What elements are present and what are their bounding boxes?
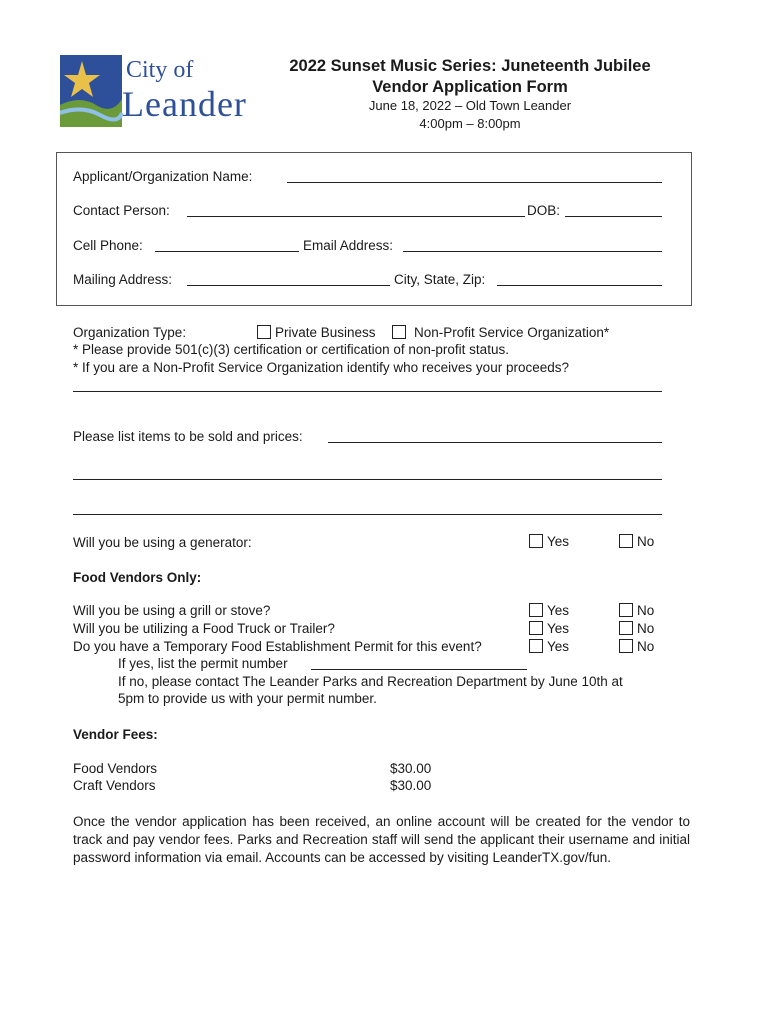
page-title: 2022 Sunset Music Series: Juneteenth Jubilee Vendor Application Form — [289, 57, 651, 96]
logo-text-cityof: City of — [126, 57, 194, 83]
contact-person-field[interactable] — [187, 202, 525, 217]
private-business-label: Private Business — [275, 325, 376, 340]
org-type-label: Organization Type: — [73, 325, 187, 340]
event-date-location: June 18, 2022 – Old Town Leander — [368, 98, 572, 113]
dob-label: DOB: — [527, 203, 561, 218]
city-state-zip-label: City, State, Zip: — [394, 272, 486, 287]
city-logo — [60, 55, 250, 130]
nonprofit-checkbox[interactable] — [392, 325, 406, 339]
permit-contact-note-1: If no, please contact The Leander Parks and Recreation Department by June 10th at — [118, 674, 623, 689]
generator-yes-label: Yes — [547, 534, 570, 549]
generator-no-label: No — [637, 534, 655, 549]
generator-question: Will you be using a generator: — [73, 535, 252, 550]
grill-no-checkbox[interactable] — [619, 603, 633, 617]
generator-no-checkbox[interactable] — [619, 534, 633, 548]
email-label: Email Address: — [303, 238, 394, 253]
dob-field[interactable] — [565, 202, 662, 217]
private-business-checkbox[interactable] — [257, 325, 271, 339]
fee-row-label: Food Vendors — [73, 761, 158, 776]
permit-no-label: No — [637, 639, 655, 654]
items-field-1[interactable] — [328, 428, 662, 443]
fee-row-amount: $30.00 — [390, 778, 432, 793]
nonprofit-note-2: * If you are a Non-Profit Service Organization identify who receives your proceeds? — [73, 360, 569, 375]
mailing-address-label: Mailing Address: — [73, 272, 173, 287]
grill-yes-checkbox[interactable] — [529, 603, 543, 617]
permit-yes-checkbox[interactable] — [529, 639, 543, 653]
food-truck-no-checkbox[interactable] — [619, 621, 633, 635]
email-field[interactable] — [403, 237, 662, 252]
permit-contact-note-2: 5pm to provide us with your permit number. — [118, 691, 377, 706]
nonprofit-label: Non-Profit Service Organization* — [414, 325, 610, 340]
permit-yes-label: Yes — [547, 639, 570, 654]
cell-phone-field[interactable] — [155, 237, 299, 252]
food-truck-question: Will you be utilizing a Food Truck or Trailer? — [73, 621, 335, 636]
fee-row-label: Craft Vendors — [73, 778, 156, 793]
logo-emblem-icon — [60, 55, 124, 127]
org-name-label: Applicant/Organization Name: — [73, 169, 253, 184]
mailing-address-field[interactable] — [187, 271, 390, 286]
generator-yes-checkbox[interactable] — [529, 534, 543, 548]
grill-no-label: No — [637, 603, 655, 618]
food-truck-yes-checkbox[interactable] — [529, 621, 543, 635]
org-name-field[interactable] — [287, 168, 662, 183]
food-vendors-heading: Food Vendors Only: — [73, 570, 202, 585]
fee-row-amount: $30.00 — [390, 761, 432, 776]
event-time: 4:00pm – 8:00pm — [419, 116, 521, 131]
items-field-3[interactable] — [73, 500, 662, 515]
food-truck-no-label: No — [637, 621, 655, 636]
city-state-zip-field[interactable] — [497, 271, 662, 286]
nonprofit-note-1: * Please provide 501(c)(3) certification or certification of non-profit status. — [73, 342, 509, 357]
contact-person-label: Contact Person: — [73, 203, 170, 218]
grill-question: Will you be using a grill or stove? — [73, 603, 271, 618]
vendor-fees-heading: Vendor Fees: — [73, 727, 158, 742]
closing-paragraph: Once the vendor application has been received, an online account will be created for the vendor to track and pay vendor fees. Parks and Recreation staff will send the applicant their username and initial password information via email. Accounts can be accessed by visiting LeanderTX.gov/fun. — [73, 814, 690, 865]
logo-text-leander: Leander — [122, 84, 247, 124]
permit-number-field[interactable] — [311, 655, 527, 670]
food-truck-yes-label: Yes — [547, 621, 570, 636]
permit-number-label: If yes, list the permit number — [118, 656, 288, 671]
grill-yes-label: Yes — [547, 603, 570, 618]
permit-no-checkbox[interactable] — [619, 639, 633, 653]
cell-phone-label: Cell Phone: — [73, 238, 143, 253]
items-label: Please list items to be sold and prices: — [73, 429, 303, 444]
permit-question: Do you have a Temporary Food Establishment Permit for this event? — [73, 639, 482, 654]
proceeds-recipient-field[interactable] — [73, 377, 662, 392]
items-field-2[interactable] — [73, 465, 662, 480]
